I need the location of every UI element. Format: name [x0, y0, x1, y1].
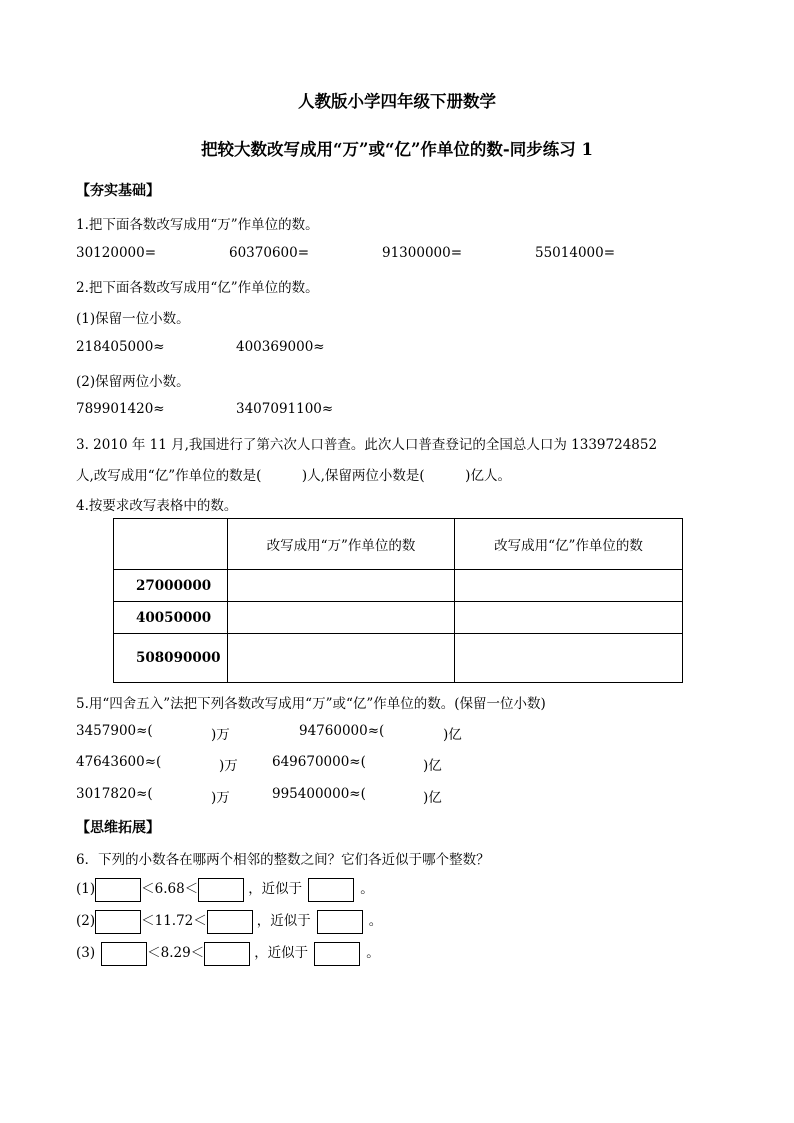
q5-row3-left-unit: )万: [211, 790, 230, 806]
answer-box[interactable]: [314, 942, 360, 966]
table-answer-cell[interactable]: [455, 570, 683, 602]
table-row: [114, 634, 683, 683]
q6-row-approx-label: ，近似于: [248, 881, 303, 897]
question-1-text: 1.把下面各数改写成用“万”作单位的数。: [76, 217, 319, 233]
q6-row-label: (3): [76, 945, 96, 961]
q6-row: [76, 908, 382, 934]
q2-part2-label: (2)保留两位小数。: [76, 374, 190, 390]
question-2-text: 2.把下面各数改写成用“亿”作单位的数。: [76, 280, 319, 296]
table-row: [114, 602, 683, 634]
q2-part1-label: (1)保留一位小数。: [76, 311, 190, 327]
q5-row2-left: 47643600≈(: [76, 754, 162, 770]
q6-row-end: 。: [368, 913, 383, 929]
table-row-number: 508090000: [114, 634, 228, 683]
question-6-text: 6．下列的小数各在哪两个相邻的整数之间？它们各近似于哪个整数？: [76, 852, 490, 868]
q1-item: 30120000=: [76, 245, 157, 261]
section-heading-basic: 【夯实基础】: [76, 183, 160, 199]
question-3-line2: 人,改写成用“亿”作单位的数是( )人,保留两位小数是( )亿人。: [76, 468, 511, 484]
q6-row-inequality: ＜8.29＜: [147, 945, 205, 961]
q5-row1-right-unit: )亿: [443, 727, 462, 743]
table-row-number: 27000000: [114, 570, 228, 602]
conversion-table: [113, 518, 683, 683]
table-header-cell: [114, 519, 228, 570]
q6-row-approx-label: ，近似于: [256, 913, 311, 929]
table-answer-cell[interactable]: [455, 634, 683, 683]
answer-box[interactable]: [95, 910, 141, 934]
section-heading-extend: 【思维拓展】: [76, 820, 160, 836]
q5-row2-right-unit: )亿: [423, 758, 442, 774]
table-header-cell: 改写成用“万”作单位的数: [228, 519, 455, 570]
answer-box[interactable]: [95, 878, 141, 902]
q1-item: 91300000=: [382, 245, 463, 261]
q6-row-inequality: ＜11.72＜: [141, 913, 207, 929]
table-answer-cell[interactable]: [228, 634, 455, 683]
q5-row1-left-unit: )万: [211, 727, 230, 743]
table-header-row: [114, 519, 683, 570]
question-4-text: 4.按要求改写表格中的数。: [76, 498, 238, 514]
table-answer-cell[interactable]: [228, 570, 455, 602]
table-answer-cell[interactable]: [455, 602, 683, 634]
answer-box[interactable]: [101, 942, 147, 966]
q6-row-label: (2): [76, 913, 96, 929]
answer-box[interactable]: [317, 910, 363, 934]
q6-row-inequality: ＜6.68＜: [141, 881, 199, 897]
page-subtitle: 把较大数改写成用“万”或“亿”作单位的数-同步练习 1: [200, 140, 594, 159]
table-header-cell: 改写成用“亿”作单位的数: [455, 519, 683, 570]
question-3-line1: 3. 2010 年 11 月,我国进行了第六次人口普查。此次人口普查登记的全国总人口为 1339724852: [76, 437, 658, 453]
q5-row2-left-unit: )万: [219, 758, 238, 774]
q1-item: 55014000=: [535, 245, 616, 261]
page-title: 人教版小学四年级下册数学: [298, 92, 496, 111]
q5-row3-left: 3017820≈(: [76, 786, 153, 802]
q5-row1-left: 3457900≈(: [76, 723, 153, 739]
q2-part1-item: 218405000≈: [76, 339, 165, 355]
table-row: [114, 570, 683, 602]
answer-box[interactable]: [207, 910, 253, 934]
q5-row3-right: 995400000≈(: [272, 786, 366, 802]
answer-box[interactable]: [198, 878, 244, 902]
q2-part2-item: 789901420≈: [76, 401, 165, 417]
q6-row-end: 。: [366, 945, 380, 961]
q2-part2-item: 3407091100≈: [236, 401, 334, 417]
q1-item: 60370600=: [229, 245, 310, 261]
answer-box[interactable]: [308, 878, 354, 902]
q2-part1-item: 400369000≈: [236, 339, 325, 355]
q6-row-approx-label: ，近似于: [254, 945, 309, 961]
table-row-number: 40050000: [114, 602, 228, 634]
q6-row: [76, 876, 374, 902]
q6-row-end: 。: [360, 881, 374, 897]
q6-row-label: (1): [76, 881, 96, 897]
q5-row2-right: 649670000≈(: [272, 754, 366, 770]
answer-box[interactable]: [204, 942, 250, 966]
q5-row1-right: 94760000≈(: [299, 723, 385, 739]
q6-row: [76, 940, 380, 966]
table-answer-cell[interactable]: [228, 602, 455, 634]
question-5-text: 5.用“四舍五入”法把下列各数改写成用“万”或“亿”作单位的数。(保留一位小数): [76, 696, 546, 712]
q5-row3-right-unit: )亿: [423, 790, 442, 806]
